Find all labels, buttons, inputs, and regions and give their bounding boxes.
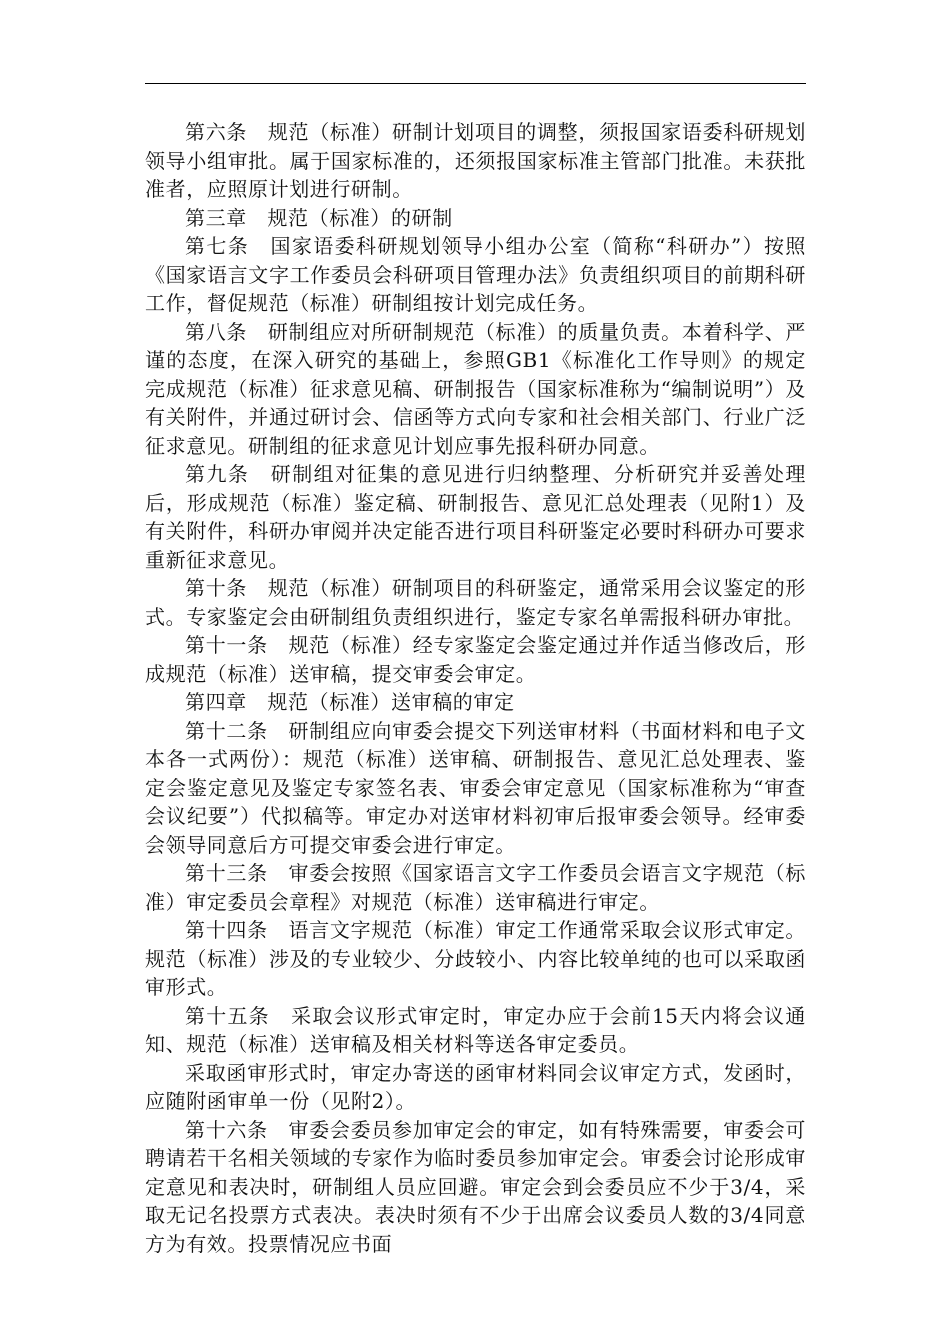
article-13: 第十三条 审委会按照《国家语言文字工作委员会语言文字规范（标准）审定委员会章程》对规范（标准）送审稿进行审定。 <box>145 861 806 914</box>
article-14: 第十四条 语言文字规范（标准）审定工作通常采取会议形式审定。规范（标准）涉及的专业较少、分歧较小、内容比较单纯的也可以采取函审形式。 <box>145 918 806 999</box>
header-rule <box>145 83 806 84</box>
chapter-3-heading: 第三章 规范（标准）的研制 <box>185 205 453 230</box>
article-16: 第十六条 审委会委员参加审定会的审定，如有特殊需要，审委会可聘请若干名相关领域的专家作为临时委员参加审定会。审委会讨论形成审定意见和表决时，研制组人员应回避。审定会到会委员应不少于3/4，采取无记名投票方式表决。表决时须有不少于出席会议委员人数的3/4同意方为有效。投票情况应书面 <box>145 1117 806 1256</box>
article-7: 第七条 国家语委科研规划领导小组办公室（简称“科研办”）按照《国家语言文字工作委员会科研项目管理办法》负责组织项目的前期科研工作，督促规范（标准）研制组按计划完成任务。 <box>145 234 806 315</box>
article-15: 第十五条 采取会议形式审定时，审定办应于会前15天内将会议通知、规范（标准）送审稿及相关材料等送各审定委员。 <box>145 1003 806 1056</box>
article-10: 第十条 规范（标准）研制项目的科研鉴定，通常采用会议鉴定的形式。专家鉴定会由研制组负责组织进行，鉴定专家名单需报科研办审批。 <box>145 576 806 629</box>
article-11: 第十一条 规范（标准）经专家鉴定会鉴定通过并作适当修改后，形成规范（标准）送审稿，提交审委会审定。 <box>145 633 806 686</box>
article-12: 第十二条 研制组应向审委会提交下列送审材料（书面材料和电子文本各一式两份）：规范（标准）送审稿、研制报告、意见汇总处理表、鉴定会鉴定意见及鉴定专家签名表、审委会审定意见（国家标准称为“审查会议纪要”）代拟稿等。审定办对送审材料初审后报审委会领导。经审委会领导同意后方可提交审委会进行审定。 <box>145 718 806 857</box>
article-15-supplement: 采取函审形式时，审定办寄送的函审材料同会议审定方式，发函时，应随附函审单一份（见附2）。 <box>145 1060 806 1113</box>
article-9: 第九条 研制组对征集的意见进行归纳整理、分析研究并妥善处理后，形成规范（标准）鉴定稿、研制报告、意见汇总处理表（见附1）及有关附件，科研办审阅并决定能否进行项目科研鉴定必要时科研办可要求重新征求意见。 <box>145 462 806 572</box>
chapter-4-heading: 第四章 规范（标准）送审稿的审定 <box>185 690 515 714</box>
article-8: 第八条 研制组应对所研制规范（标准）的质量负责。本着科学、严谨的态度，在深入研究的基础上，参照GB1《标准化工作导则》的规定完成规范（标准）征求意见稿、研制报告（国家标准称为“编制说明”）及有关附件，并通过研讨会、信函等方式向专家和社会相关部门、行业广泛征求意见。研制组的征求意见计划应事先报科研办同意。 <box>145 319 806 458</box>
article-6: 第六条 规范（标准）研制计划项目的调整，须报国家语委科研规划领导小组审批。属于国家标准的，还须报国家标准主管部门批准。未获批准者，应照原计划进行研制。 <box>145 120 806 201</box>
document-body <box>145 118 806 1258</box>
